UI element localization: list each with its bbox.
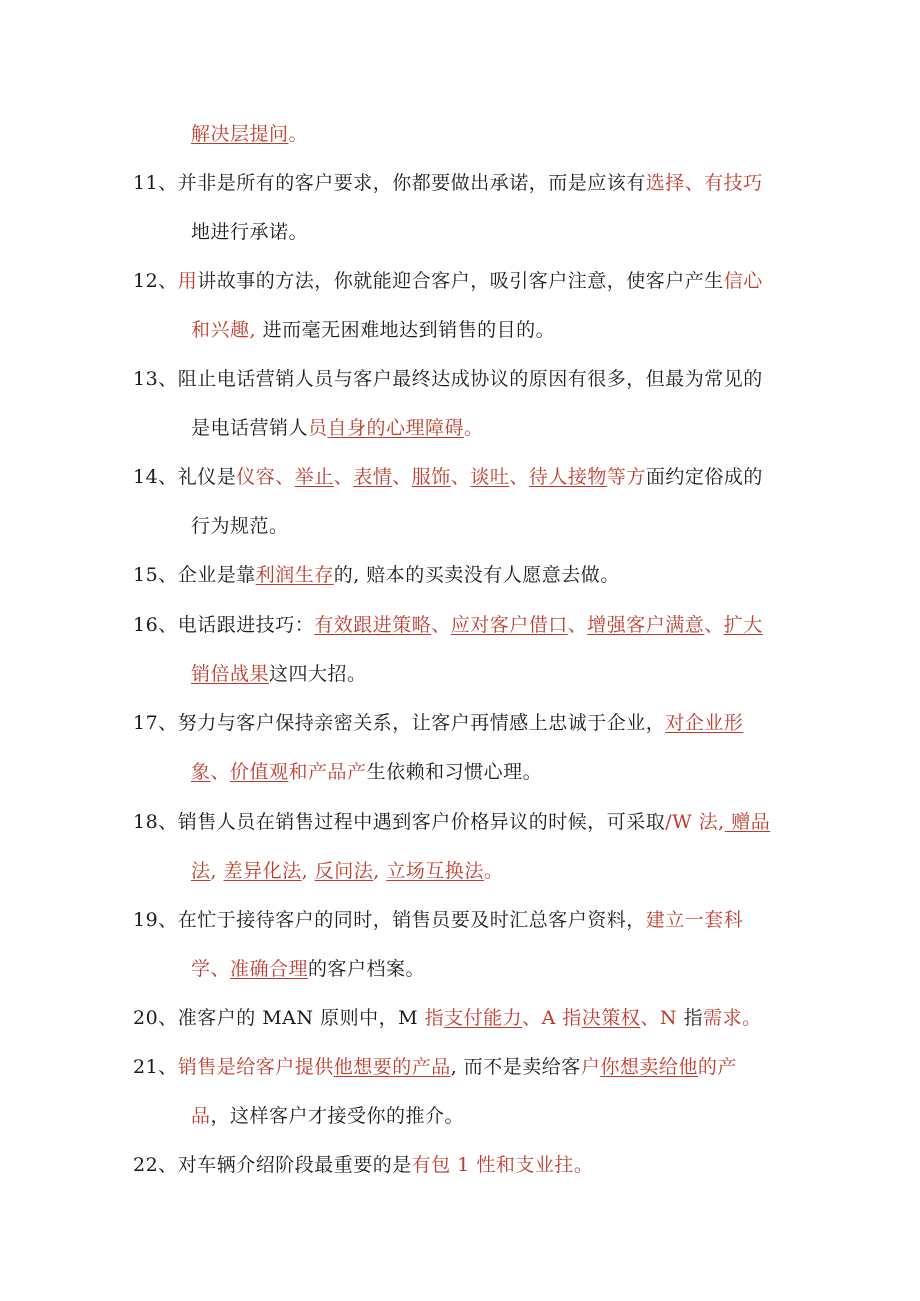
highlighted-text: 信心	[723, 270, 763, 292]
highlighted-text: 增强客户满意	[587, 614, 705, 636]
highlighted-text: 。	[483, 860, 504, 882]
highlighted-text: 举止	[294, 466, 334, 488]
body-text: 阻止电话营销人员与客户最终达成协议的原因有很多，但最为常见的	[177, 368, 763, 390]
highlighted-text: 、	[450, 466, 471, 488]
highlighted-text: 选择、有技巧	[645, 172, 763, 194]
highlighted-text: 待人接物	[528, 466, 607, 488]
line-10-cont	[191, 122, 308, 146]
highlighted-text: 。	[573, 1154, 594, 1176]
item-22	[133, 1153, 593, 1177]
item-number: 14、	[133, 466, 178, 488]
item-number: 18、	[133, 811, 178, 833]
body-text: 并非是所有的客户要求，你都要做出承诺，而是应该有	[177, 172, 646, 194]
item-number: 21、	[133, 1056, 178, 1078]
highlighted-text: 、	[210, 761, 231, 783]
highlighted-text: 扩大	[723, 614, 763, 636]
item-number: 12、	[133, 270, 178, 292]
item-19	[133, 908, 743, 932]
highlighted-text: 、	[210, 958, 231, 980]
body-text: 礼仪是	[177, 466, 237, 488]
highlighted-text: 象	[191, 761, 211, 783]
highlighted-text: 对企业形	[665, 712, 744, 734]
item-21	[133, 1055, 737, 1079]
body-text: ，这样客户才接受你的推介。	[210, 1105, 465, 1127]
highlighted-text: 、	[275, 466, 295, 488]
item-16	[133, 613, 763, 637]
highlighted-text: ,	[301, 860, 315, 882]
highlighted-text: 指	[562, 1007, 582, 1029]
highlighted-text: 应对客户借口	[450, 614, 568, 636]
highlighted-text: 的产	[697, 1056, 737, 1078]
highlighted-text: 、	[567, 614, 588, 636]
highlighted-text: 户	[580, 1056, 601, 1078]
highlighted-text: /W 法,	[665, 811, 725, 833]
item-number: 16、	[133, 614, 178, 636]
highlighted-text: 有效跟进策略	[314, 614, 432, 636]
item-11	[133, 171, 763, 195]
item-12	[133, 269, 763, 293]
highlighted-text: 、	[333, 466, 354, 488]
highlighted-text: 、	[431, 614, 451, 636]
item-number: 11、	[133, 172, 178, 194]
highlighted-text: 解决层提问	[191, 123, 289, 145]
highlighted-text: 、A	[522, 1007, 563, 1029]
highlighted-text: 决策权	[581, 1007, 641, 1029]
item-13-cont	[191, 416, 484, 440]
highlighted-text: 仪容	[236, 466, 276, 488]
highlighted-text: 等方	[606, 466, 646, 488]
highlighted-text: 用	[177, 270, 198, 292]
item-21-cont	[191, 1104, 464, 1128]
body-text: 指	[683, 1007, 704, 1029]
item-12-cont	[191, 318, 555, 342]
highlighted-text: 建立一套科	[645, 909, 744, 931]
body-text: 行为规范。	[191, 515, 289, 537]
body-text: 努力与客户保持亲密关系，让客户再情感上忠诚于企业，	[177, 712, 666, 734]
highlighted-text: 。	[288, 123, 309, 145]
item-11-cont	[191, 220, 308, 244]
highlighted-text: 准确合理	[230, 958, 309, 980]
highlighted-text: 和产品产	[288, 761, 367, 783]
highlighted-text: 立场互换法	[386, 860, 484, 882]
highlighted-text: 价值观	[230, 761, 289, 783]
highlighted-text: 销售是给客户提供	[177, 1056, 334, 1078]
highlighted-text: 自身的心理障碍	[327, 417, 465, 439]
highlighted-text: 利润生存	[255, 564, 334, 586]
body-text: 对车辆介绍阶段最重要的是	[177, 1154, 412, 1176]
highlighted-text: ,	[373, 860, 387, 882]
item-number: 17、	[133, 712, 178, 734]
item-18	[133, 810, 770, 834]
highlighted-text: 销倍战果	[191, 663, 270, 685]
highlighted-text: 。	[464, 417, 484, 439]
highlighted-text: 谈吐	[470, 466, 510, 488]
highlighted-text: 服饰	[411, 466, 451, 488]
body-text: 准客户的 MAN 原则中，M	[177, 1007, 425, 1029]
item-number: 13、	[133, 368, 178, 390]
body-text: 地进行承诺。	[191, 221, 309, 243]
highlighted-text: 、	[509, 466, 529, 488]
body-text: 在忙于接待客户的同时，销售员要及时汇总客户资料，	[177, 909, 646, 931]
highlighted-text: 和兴趣,	[191, 319, 257, 341]
body-text: 销售人员在销售过程中遇到客户价格异议的时候，可采取	[177, 811, 666, 833]
item-number: 20、	[133, 1007, 178, 1029]
highlighted-text: 他想要的产品	[333, 1056, 451, 1078]
highlighted-text: ,	[210, 860, 224, 882]
body-text: 的, 赔本的买卖没有人愿意去做。	[333, 564, 620, 586]
highlighted-text: 需求	[703, 1007, 743, 1029]
item-17	[133, 711, 743, 735]
item-number: 15、	[133, 564, 178, 586]
body-text: 企业是靠	[177, 564, 256, 586]
highlighted-text: 支付能力	[444, 1007, 523, 1029]
item-20	[133, 1006, 762, 1030]
item-17-cont	[191, 760, 542, 784]
item-14-cont	[191, 514, 289, 538]
body-text: 这四大招。	[269, 663, 367, 685]
item-number: 22、	[133, 1154, 178, 1176]
item-18-cont	[191, 859, 503, 883]
item-16-cont	[191, 662, 367, 686]
item-number: 19、	[133, 909, 178, 931]
highlighted-text: 、N	[640, 1007, 684, 1029]
highlighted-text: 有包 1 性和支业拄	[411, 1154, 574, 1176]
highlighted-text: 法	[191, 860, 211, 882]
highlighted-text: 学	[191, 958, 211, 980]
highlighted-text: 反问法	[314, 860, 374, 882]
highlighted-text: 。	[742, 1007, 762, 1029]
body-text: 是电话营销人	[191, 417, 309, 439]
item-13	[133, 367, 763, 391]
item-15	[133, 563, 620, 587]
body-text: 电话跟进技巧：	[177, 614, 315, 636]
body-text: 进而毫无困难地达到销售的目的。	[256, 319, 556, 341]
highlighted-text: 、	[392, 466, 412, 488]
highlighted-text: 赠品	[724, 811, 771, 833]
body-text: 的客户档案。	[308, 958, 426, 980]
item-14	[133, 465, 763, 489]
highlighted-text: 指	[424, 1007, 445, 1029]
highlighted-text: 员	[308, 417, 328, 439]
highlighted-text: 、	[704, 614, 724, 636]
body-text: 面约定俗成的	[645, 466, 763, 488]
highlighted-text: 你想卖给他	[600, 1056, 698, 1078]
highlighted-text: 品	[191, 1105, 211, 1127]
highlighted-text: 差异化法	[223, 860, 302, 882]
highlighted-text: 表情	[353, 466, 393, 488]
body-text: 讲故事的方法，你就能迎合客户，吸引客户注意，使客户产生	[197, 270, 724, 292]
body-text: , 而不是卖给客	[450, 1056, 581, 1078]
item-19-cont	[191, 957, 425, 981]
body-text: 生依赖和习惯心理。	[366, 761, 543, 783]
